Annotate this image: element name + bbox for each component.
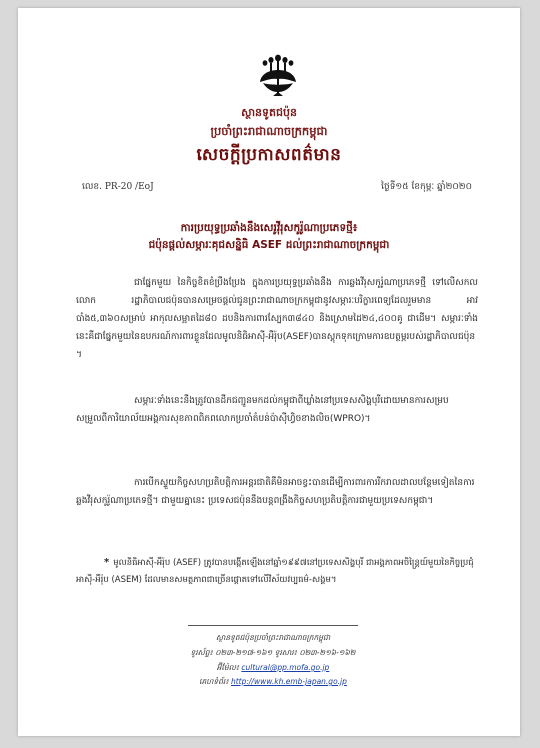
document-date: ថ្ងៃទី១៥ ខែកុម្ភៈ ឆ្នាំ២០២០ (381, 182, 472, 192)
document-title: សេចក្តីប្រកាសពត៌មាន (196, 145, 342, 165)
paulownia-crest-icon (257, 52, 299, 96)
website-label: គេហទំព័រ៖ (199, 677, 229, 686)
reference-number: លេខ. PR-20 /EoJ (82, 182, 154, 192)
embassy-name: ស្ថានទូតជប៉ុន (241, 106, 297, 119)
email-label: អ៊ីម៉ែល៖ (216, 663, 240, 672)
footnote-text: មូលនិធិអាស៊ី-អឺរ៉ុប (ASEF) ត្រូវបានបង្កើតឡើងនៅឆ្នាំ១៩៩៧នៅប្រទេសសិង្ហបុរី ជាអង្គភាពអចិន្ត្រៃយ៍មួយនៃកិច្ចប្រជុំអាស៊ី-អឺរ៉ុប (ASEM) ដែលមានសមត្ថភាពជាច្រើនផ្តោតទៅលើវិស័យវប្បធម៌-សង្គម។ (76, 558, 474, 585)
contact-website-line (148, 677, 398, 688)
footnote-marker: * (104, 557, 110, 568)
body-paragraph-2: សម្ភារៈទាំងនេះនឹងត្រូវបានដឹកជញ្ជូនមកដល់កម្ពុជាពីឃ្លាំងនៅប្រទេសសិង្ហបុរីដោយមានការសម្របសម្រួលពីការិយាល័យអង្គការសុខភាពពិភពលោកប្រចាំតំបន់ប៉ាស៊ីហ្វិចខាងលិច(WPRO)។ (76, 396, 449, 424)
subject-line-2: ជប៉ុនផ្ដល់សម្ភារៈគុជសន្និធិ ASEF ដល់ព្រះរាជាណាចក្រកម្ពុជា (148, 239, 390, 251)
contact-organization: ស្ថានទូតជប៉ុនប្រចាំព្រះរាជាណាចក្រកម្ពុជា (215, 633, 331, 642)
email-link[interactable]: cultural@pp.mofa.go.jp (241, 663, 330, 672)
embassy-accreditation: ប្រចាំព្រះរាជាណាចក្រកម្ពុជា (210, 124, 328, 138)
press-release-page (18, 8, 520, 736)
contact-phone-fax: ទូរស័ព្ទ៖ ០២៣-២១៧-១៦១ ទូរសារ៖ ០២៣-២១៦-១៦២ (190, 648, 356, 657)
body-paragraph-3: ការបើកស្ទួយកិច្ចសហប្រតិបត្តិការអន្តរជាតិគឺមិនអាចខ្វះបានដើម្បីការពារការរីករាលដាលបន្ថែមទៀតនៃការឆ្លងវីរុសកូរ៉ូណាប្រភេទថ្មី។ ជាមួយគ្នានេះ ប្រទេសជប៉ុននឹងបន្តពង្រឹងកិច្ចសហប្រតិបត្តិការជាមួយប្រទេសកម្ពុជា។ (76, 478, 475, 506)
footnote (76, 554, 478, 589)
body-paragraph-1: ជាផ្នែកមួយ នៃកិច្ចខិតខំប្រឹងប្រែង ក្នុងការប្រយុទ្ធប្រឆាំងនឹង ការឆ្លងវីរុសកូរ៉ូណាប្រភេទថ្មី ទៅលើសកលលោក រដ្ឋាភិបាលជប៉ុនបានសម្រេចផ្តល់ជូនព្រះរាជាណាចក្រកម្ពុជានូវសម្ភារៈបរិក្ខារពេទ្យដែលរួមមាន អាវបាំង៥,៣៦០សម្រាប់ អាកុលសម្អាតដៃ៨០ ដបនិងការពារស្បែក៣៨៤០ និងស្រោមដៃ២៤,៤០០គូ ជាដើម។ សម្ភារៈទាំងនេះគឺជាផ្នែកមួយនៃឧបករណ៍ការពារខ្លួនដែលមូលនិធិអាស៊ី-អឺរ៉ុប(ASEF)បានស្តុកទុកក្រោមការឧបត្ថម្ភរបស់រដ្ឋាភិបាលជប៉ុន ។ (76, 278, 478, 360)
website-link[interactable]: http://www.kh.emb-japan.go.jp (230, 677, 347, 686)
contact-email-line (148, 663, 398, 674)
footer-divider (188, 625, 358, 626)
subject-line-1: ការប្រយុទ្ធប្រឆាំងនឹងសេរូវ៉ីរុសកូរ៉ូណាប្រភេទថ្មី៖ (180, 222, 358, 234)
